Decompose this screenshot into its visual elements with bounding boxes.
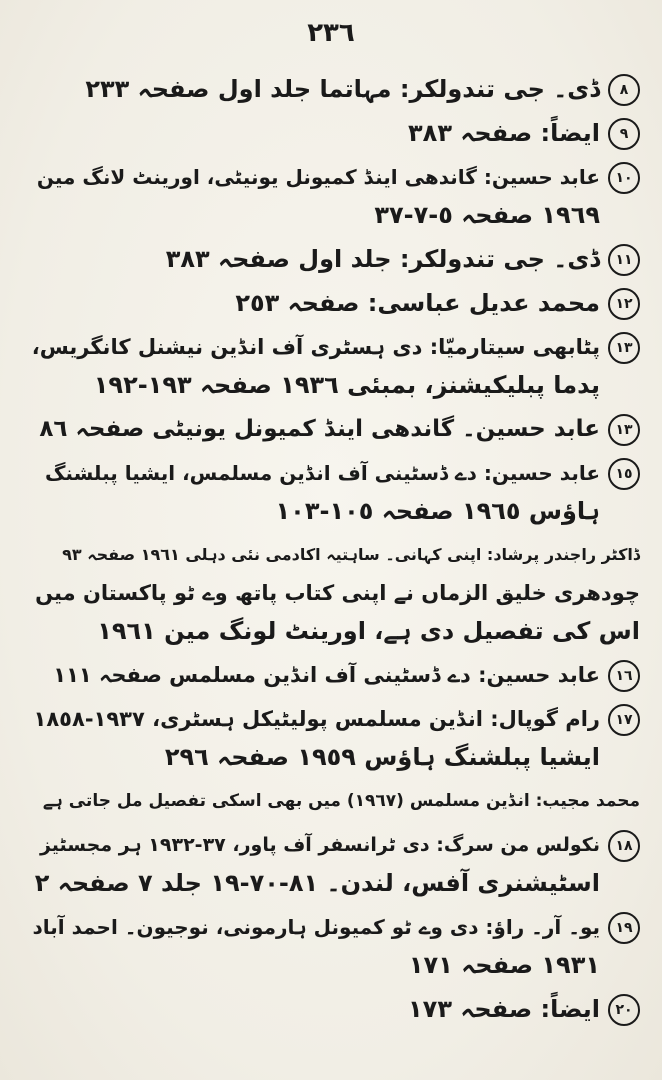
footnote-text: عابد حسین۔ گاندھی اینڈ کمیونل یونیٹی صفحہ ٨٦ [39,416,600,442]
footnote-number: ١٣ [608,414,640,446]
footnote-text: رام گوپال: انڈین مسلمس پولیٹیکل ہسٹری، ١٩٣٧-١٨٥٨ [33,707,600,731]
footnote-14 [28,410,640,448]
footnote-text: ڈی۔ جی تندولکر: جلد اول صفحہ ٣٨٣ [165,245,600,273]
footnote-text: محمد مجیب: انڈین مسلمس (١٩٦٧) میں بھی اسکی تفصیل مل جاتی ہے [42,791,640,811]
footnote-number: ٨ [608,74,640,106]
footnote-text: ١٩٦٩ صفحہ ٥-٧-٣٧ [374,201,600,229]
footnote-text: اسٹیشنری آفس، لندن۔ ٨١-٧٠-١٩ جلد ٧ صفحہ ٢ [34,869,600,897]
footnote-number: ١٧ [608,704,640,736]
footnote-9 [28,114,640,152]
footnote-19 [28,908,640,984]
footnote-17 [28,700,640,776]
footnote-text: اس کی تفصیل دی ہے، اورینٹ لونگ مین ١٩٦١ [97,617,640,645]
footnote-text: ڈاکٹر راجندر پرشاد: اپنی کہانی۔ ساہتیہ اکادمی نئی دہلی ١٩٦١ صفحہ ٩٣ [62,545,640,564]
footnote-text: عابد حسین: گاندھی اینڈ کمیونل یونیٹی، اورینٹ لانگ مین [36,165,600,189]
footnote-number: ١٥ [608,458,640,490]
footnote-20 [28,990,640,1028]
footnote-text: محمد عدیل عباسی: صفحہ ٢٥٣ [235,289,600,317]
footnote-number: ٩ [608,118,640,150]
footnote-text: ہاؤس ١٩٦٥ صفحہ ١٠٥-١٠٣ [275,497,600,525]
footnote-text: پدما پبلیکیشنز، بمبئی ١٩٣٦ صفحہ ١٩٣-١٩٢ [93,371,600,399]
footnote-11 [28,240,640,278]
footnote-text: ڈی۔ جی تندولکر: مہاتما جلد اول صفحہ ٢٣٣ [85,75,600,103]
footnote-17-continued [28,782,640,820]
footnote-text: پٹابھی سیتارمیّا: دی ہسٹری آف انڈین نیشنل کانگریس، [31,335,600,359]
footnote-10 [28,158,640,234]
footnote-number: ١٢ [608,288,640,320]
footnote-18 [28,826,640,902]
footnote-text: نکولس من سرگ: دی ٹرانسفر آف پاور، ٣٧-١٩٣٢ ہر مجسٹیز [39,834,600,856]
footnotes-list [28,70,640,1034]
footnote-12 [28,284,640,322]
footnote-number: ١١ [608,244,640,276]
footnote-text: عابد حسین: دے ڈسٹینی آف انڈین مسلمس صفحہ ١١١ [53,663,600,687]
footnote-text: ١٩٣١ صفحہ ١٧١ [408,951,600,979]
footnote-8 [28,70,640,108]
footnote-13 [28,328,640,404]
footnote-number: ١٠ [608,162,640,194]
footnote-number: ١٣ [608,332,640,364]
footnote-text: ایضاً: صفحہ ٣٨٣ [408,119,600,147]
footnote-text: یو۔ آر۔ راؤ: دی وے ٹو کمیونل ہارمونی، نوجیون۔ احمد آباد [32,915,600,939]
footnote-15-continued [28,536,640,650]
footnote-text: چودھری خلیق الزماں نے اپنی کتاب پاتھ وے ٹو پاکستان میں [35,581,640,605]
footnote-15 [28,454,640,530]
footnote-number: ١٦ [608,660,640,692]
footnote-number: ١٩ [608,912,640,944]
footnote-text: عابد حسین: دے ڈسٹینی آف انڈین مسلمس، ایشیا پبلشنگ [44,461,600,485]
footnote-number: ٢٠ [608,994,640,1026]
footnote-text: ایشیا پبلشنگ ہاؤس ١٩٥٩ صفحہ ٢٩٦ [164,743,600,771]
footnote-number: ١٨ [608,830,640,862]
footnote-16 [28,656,640,694]
page-number: ٢٣٦ [307,18,355,48]
footnote-text: ایضاً: صفحہ ١٧٣ [408,995,600,1023]
